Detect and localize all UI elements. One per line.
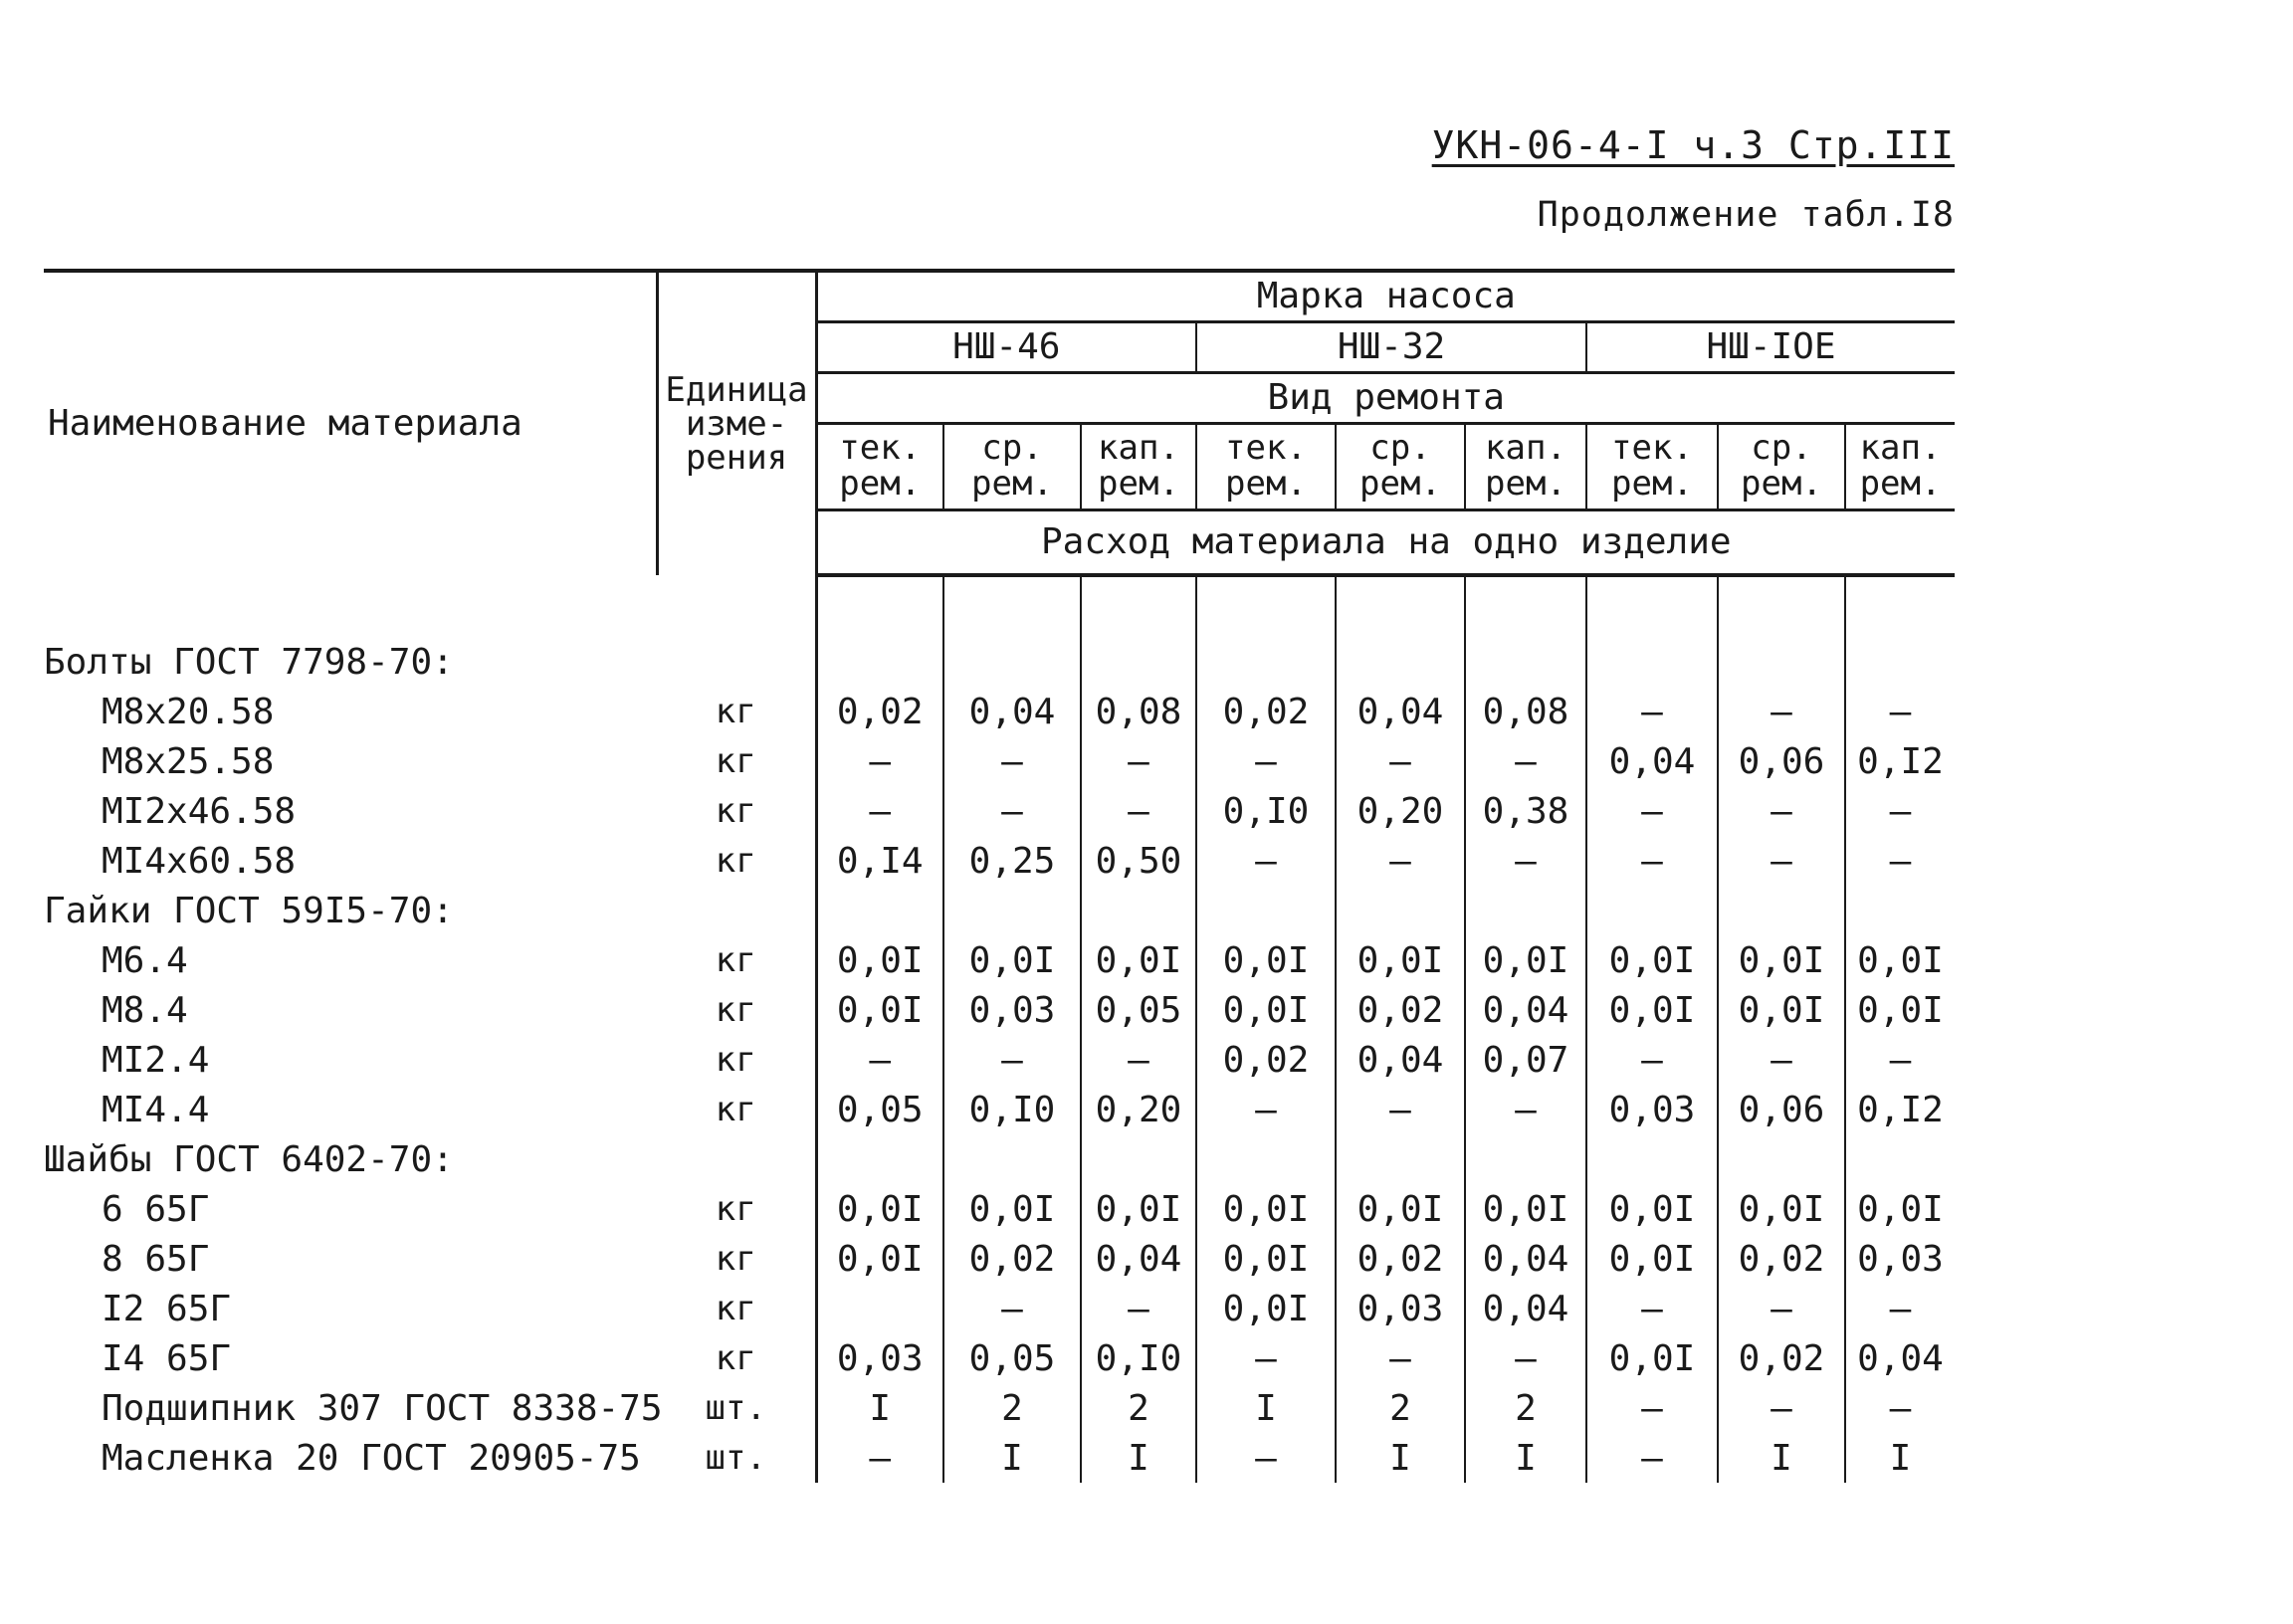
table-row xyxy=(44,1085,1955,1134)
value-cell: 0,03 xyxy=(1857,1238,1944,1280)
value-cell: – xyxy=(1586,1383,1718,1433)
value-cell: 0,0I xyxy=(1718,935,1845,985)
repair-type-line: рем. xyxy=(1611,464,1693,504)
repair-type-line: ср. xyxy=(1751,428,1812,469)
value-cell: – xyxy=(1889,1288,1912,1329)
repair-type-label xyxy=(1845,424,1955,510)
pump-brand-label: НШ-IOE xyxy=(1586,322,1955,373)
repair-type-label xyxy=(1196,424,1336,510)
value-cell xyxy=(1196,886,1336,935)
repair-type-line: кап. xyxy=(1485,428,1566,469)
value-cell: 0,0I xyxy=(1196,985,1336,1035)
repair-type-line: рем. xyxy=(1359,464,1441,504)
value-cell: 0,0I xyxy=(1081,935,1196,985)
repair-type-line: тек. xyxy=(839,428,922,469)
material-name: М8.4 xyxy=(102,989,188,1031)
value-cell: – xyxy=(1081,736,1196,786)
table-row xyxy=(44,786,1955,836)
value-cell xyxy=(1718,1134,1845,1184)
value-cell: – xyxy=(1196,1085,1336,1134)
value-cell xyxy=(1465,637,1586,687)
group-heading: Шайбы ГОСТ 6402-70: xyxy=(44,1138,454,1180)
value-cell: – xyxy=(1465,736,1586,786)
value-cell: 0,0I xyxy=(1336,1184,1465,1234)
value-cell: 0,0I xyxy=(1857,939,1944,981)
value-cell xyxy=(943,1134,1081,1184)
pump-brand-header: Марка насоса xyxy=(816,271,1955,322)
value-cell: 0,04 xyxy=(943,687,1081,736)
value-cell: I xyxy=(1889,1437,1912,1479)
value-cell: – xyxy=(1336,1333,1465,1383)
value-cell: 0,0I xyxy=(1196,1284,1336,1333)
repair-type-label xyxy=(1586,424,1718,510)
value-cell: 0,0I xyxy=(1586,1333,1718,1383)
document-reference: УКН-06-4-I ч.3 Стр.III xyxy=(1431,123,1955,167)
material-name: 6 65Г xyxy=(102,1188,210,1230)
table-row xyxy=(44,1234,1955,1284)
unit-cell: кг xyxy=(657,1284,816,1333)
value-cell: 0,0I xyxy=(816,1184,943,1234)
repair-type-line: тек. xyxy=(1225,428,1307,469)
value-cell: 0,I2 xyxy=(1857,740,1944,782)
value-cell: 0,20 xyxy=(1081,1085,1196,1134)
value-cell: 0,02 xyxy=(1336,1234,1465,1284)
value-cell: 2 xyxy=(943,1383,1081,1433)
unit-cell: кг xyxy=(657,1085,816,1134)
value-cell: – xyxy=(816,1433,943,1483)
value-cell: – xyxy=(943,1035,1081,1085)
repair-type-label xyxy=(1718,424,1845,510)
value-cell xyxy=(1586,886,1718,935)
value-cell: 0,50 xyxy=(1081,836,1196,886)
material-name: МI2.4 xyxy=(102,1039,210,1081)
pump-brand-label: НШ-46 xyxy=(816,322,1196,373)
group-heading: Болты ГОСТ 7798-70: xyxy=(44,641,454,683)
value-cell xyxy=(816,886,943,935)
value-cell xyxy=(1336,886,1465,935)
value-cell: I xyxy=(816,1383,943,1433)
value-cell: 0,0I xyxy=(1336,935,1465,985)
value-cell: 0,0I xyxy=(1081,1184,1196,1234)
value-cell xyxy=(1336,1134,1465,1184)
value-cell: – xyxy=(1889,1039,1912,1081)
repair-type-line: кап. xyxy=(1098,428,1179,469)
value-cell: 0,02 xyxy=(816,687,943,736)
repair-type-label xyxy=(1465,424,1586,510)
value-cell: – xyxy=(1196,1333,1336,1383)
material-name: М6.4 xyxy=(102,939,188,981)
repair-type-line: рем. xyxy=(839,464,922,504)
unit-cell: шт. xyxy=(657,1433,816,1483)
table-row xyxy=(44,1284,1955,1333)
value-cell: – xyxy=(1586,786,1718,836)
repair-type-line: рем. xyxy=(1859,464,1942,504)
value-cell: – xyxy=(1586,836,1718,886)
group-heading-row xyxy=(44,1134,1955,1184)
value-cell: 0,25 xyxy=(943,836,1081,886)
value-cell: – xyxy=(1718,786,1845,836)
value-cell xyxy=(1465,886,1586,935)
value-cell xyxy=(1081,1134,1196,1184)
value-cell xyxy=(1196,637,1336,687)
table-row xyxy=(44,687,1955,736)
value-cell: 0,04 xyxy=(1465,985,1586,1035)
value-cell: – xyxy=(1718,836,1845,886)
value-cell: 0,06 xyxy=(1718,1085,1845,1134)
value-cell: 0,03 xyxy=(943,985,1081,1035)
value-cell: 0,05 xyxy=(943,1333,1081,1383)
table-row xyxy=(44,836,1955,886)
value-cell: – xyxy=(1465,1085,1586,1134)
unit-cell: кг xyxy=(657,836,816,886)
unit-cell: кг xyxy=(657,736,816,786)
value-cell: – xyxy=(1586,1433,1718,1483)
value-cell: 0,05 xyxy=(1081,985,1196,1035)
value-cell: – xyxy=(816,736,943,786)
value-cell: – xyxy=(1586,1284,1718,1333)
value-cell: – xyxy=(1196,736,1336,786)
value-cell: 0,I2 xyxy=(1857,1089,1944,1130)
unit-cell xyxy=(657,637,816,687)
value-cell: 0,02 xyxy=(943,1234,1081,1284)
value-cell xyxy=(1465,1134,1586,1184)
repair-type-line: ср. xyxy=(1369,428,1431,469)
value-cell: – xyxy=(943,1284,1081,1333)
unit-cell: кг xyxy=(657,687,816,736)
value-cell: 0,06 xyxy=(1718,736,1845,786)
value-cell: 0,0I xyxy=(1465,1184,1586,1234)
value-cell: 0,I0 xyxy=(943,1085,1081,1134)
value-cell: – xyxy=(1586,687,1718,736)
value-cell: – xyxy=(816,1035,943,1085)
table-row xyxy=(44,1333,1955,1383)
repair-type-line: рем. xyxy=(1098,464,1179,504)
value-cell: 0,0I xyxy=(1718,985,1845,1035)
table-row xyxy=(44,985,1955,1035)
value-cell: – xyxy=(1081,1035,1196,1085)
value-cell xyxy=(1845,886,1955,935)
value-cell: 0,05 xyxy=(816,1085,943,1134)
value-cell: – xyxy=(1465,836,1586,886)
value-cell: 0,I0 xyxy=(1081,1333,1196,1383)
value-cell: 0,02 xyxy=(1718,1333,1845,1383)
repair-type-header: Вид ремонта xyxy=(816,373,1955,424)
repair-type-label xyxy=(1081,424,1196,510)
value-cell xyxy=(1586,637,1718,687)
repair-type-line: рем. xyxy=(1741,464,1822,504)
value-cell: – xyxy=(1196,836,1336,886)
value-cell: 2 xyxy=(1465,1383,1586,1433)
value-cell: 0,04 xyxy=(1465,1234,1586,1284)
value-cell: 0,0I xyxy=(943,1184,1081,1234)
value-cell: 0,07 xyxy=(1465,1035,1586,1085)
value-cell: – xyxy=(1586,1035,1718,1085)
value-cell: I xyxy=(1196,1383,1336,1433)
repair-type-line: рем. xyxy=(971,464,1053,504)
value-cell: 0,0I xyxy=(943,935,1081,985)
value-cell xyxy=(816,637,943,687)
repair-type-label xyxy=(816,424,943,510)
value-cell: I xyxy=(943,1433,1081,1483)
value-cell: 0,0I xyxy=(1196,1184,1336,1234)
value-cell: 0,0I xyxy=(816,1234,943,1284)
pump-brand-label: НШ-32 xyxy=(1196,322,1586,373)
value-cell: 0,0I xyxy=(1586,935,1718,985)
unit-cell xyxy=(657,1134,816,1184)
value-cell: 0,0I xyxy=(1718,1184,1845,1234)
value-cell xyxy=(1718,637,1845,687)
value-cell: 0,04 xyxy=(1336,687,1465,736)
value-cell: 2 xyxy=(1336,1383,1465,1433)
value-cell: – xyxy=(1465,1333,1586,1383)
material-name: МI2х46.58 xyxy=(102,790,297,832)
unit-cell: кг xyxy=(657,935,816,985)
value-cell: – xyxy=(1336,1085,1465,1134)
value-cell: 0,08 xyxy=(1081,687,1196,736)
value-cell: 2 xyxy=(1081,1383,1196,1433)
table-row xyxy=(44,1035,1955,1085)
repair-type-line: ср. xyxy=(981,428,1043,469)
unit-cell: кг xyxy=(657,1035,816,1085)
value-cell: 0,0I xyxy=(1586,1184,1718,1234)
material-name: М8х25.58 xyxy=(102,740,275,782)
value-cell: I xyxy=(1081,1433,1196,1483)
material-name: I4 65Г xyxy=(102,1337,232,1379)
value-cell: – xyxy=(943,786,1081,836)
value-cell: – xyxy=(1081,786,1196,836)
repair-type-line: рем. xyxy=(1225,464,1307,504)
value-cell: 0,08 xyxy=(1465,687,1586,736)
unit-cell: кг xyxy=(657,1333,816,1383)
value-cell: 0,0I xyxy=(816,935,943,985)
column-header-material: Наименование материала xyxy=(44,271,657,575)
group-heading: Гайки ГОСТ 59I5-70: xyxy=(44,890,454,931)
value-cell: – xyxy=(1718,687,1845,736)
value-cell: 0,03 xyxy=(1586,1085,1718,1134)
table-row xyxy=(44,1184,1955,1234)
value-cell: 0,03 xyxy=(1336,1284,1465,1333)
value-cell xyxy=(1081,886,1196,935)
value-cell: – xyxy=(1889,691,1912,732)
material-name: Масленка 20 ГОСТ 20905-75 xyxy=(102,1437,641,1479)
material-name: Подшипник 307 ГОСТ 8338-75 xyxy=(102,1387,663,1429)
value-cell: 0,I4 xyxy=(816,836,943,886)
value-cell: 0,0I xyxy=(1857,1188,1944,1230)
table-body xyxy=(44,575,1955,1483)
value-cell: 0,04 xyxy=(1586,736,1718,786)
value-cell: – xyxy=(1889,840,1912,882)
value-cell: 0,0I xyxy=(1857,989,1944,1031)
value-cell: 0,02 xyxy=(1196,1035,1336,1085)
repair-type-line: рем. xyxy=(1485,464,1566,504)
value-cell: 0,0I xyxy=(816,985,943,1035)
value-cell: 0,02 xyxy=(1196,687,1336,736)
repair-type-line: кап. xyxy=(1859,428,1942,469)
group-heading-row xyxy=(44,886,1955,935)
value-cell: – xyxy=(1889,1387,1912,1429)
value-cell: 0,03 xyxy=(816,1333,943,1383)
value-cell: 0,I0 xyxy=(1196,786,1336,836)
table-caption: Продолжение табл.I8 xyxy=(1537,195,1955,235)
value-cell: 0,38 xyxy=(1465,786,1586,836)
value-cell xyxy=(943,886,1081,935)
value-cell xyxy=(1081,637,1196,687)
value-cell: – xyxy=(1196,1433,1336,1483)
value-cell: – xyxy=(1336,836,1465,886)
repair-type-label xyxy=(1336,424,1465,510)
value-cell xyxy=(1586,1134,1718,1184)
table-header xyxy=(44,271,1955,575)
value-cell: – xyxy=(1718,1035,1845,1085)
value-cell xyxy=(1196,1134,1336,1184)
value-cell: 0,0I xyxy=(1196,935,1336,985)
value-cell: 0,04 xyxy=(1465,1284,1586,1333)
value-cell: 0,0I xyxy=(1196,1234,1336,1284)
table-row xyxy=(44,1383,1955,1433)
value-cell: – xyxy=(1718,1284,1845,1333)
materials-table xyxy=(44,269,1955,1483)
value-cell xyxy=(816,1284,943,1333)
value-cell: – xyxy=(1336,736,1465,786)
unit-cell xyxy=(657,886,816,935)
repair-type-label xyxy=(943,424,1081,510)
value-cell: 0,04 xyxy=(1857,1337,1944,1379)
table-row xyxy=(44,1433,1955,1483)
material-name: М8х20.58 xyxy=(102,691,275,732)
value-cell: I xyxy=(1465,1433,1586,1483)
value-cell: – xyxy=(943,736,1081,786)
value-cell: – xyxy=(1718,1383,1845,1433)
unit-cell: кг xyxy=(657,985,816,1035)
value-cell: – xyxy=(1889,790,1912,832)
value-cell xyxy=(943,637,1081,687)
value-cell: 0,20 xyxy=(1336,786,1465,836)
value-cell: – xyxy=(816,786,943,836)
value-cell: – xyxy=(1081,1284,1196,1333)
column-header-unit: Единица изме-рения xyxy=(657,271,816,575)
repair-type-line: тек. xyxy=(1611,428,1693,469)
material-name: 8 65Г xyxy=(102,1238,210,1280)
value-cell: I xyxy=(1336,1433,1465,1483)
consumption-header: Расход материала на одно изделие xyxy=(816,510,1955,576)
value-cell: 0,04 xyxy=(1336,1035,1465,1085)
spacer-row xyxy=(44,575,1955,637)
unit-cell: кг xyxy=(657,786,816,836)
table-row xyxy=(44,736,1955,786)
value-cell: 0,0I xyxy=(1586,985,1718,1035)
material-name: I2 65Г xyxy=(102,1288,232,1329)
value-cell xyxy=(816,1134,943,1184)
value-cell: 0,0I xyxy=(1586,1234,1718,1284)
material-name: МI4.4 xyxy=(102,1089,210,1130)
value-cell: I xyxy=(1718,1433,1845,1483)
unit-cell: кг xyxy=(657,1184,816,1234)
value-cell: 0,02 xyxy=(1718,1234,1845,1284)
value-cell xyxy=(1718,886,1845,935)
unit-cell: шт. xyxy=(657,1383,816,1433)
value-cell xyxy=(1845,1134,1955,1184)
value-cell: 0,04 xyxy=(1081,1234,1196,1284)
material-name: МI4х60.58 xyxy=(102,840,297,882)
value-cell: 0,02 xyxy=(1336,985,1465,1035)
unit-cell: кг xyxy=(657,1234,816,1284)
value-cell xyxy=(1336,637,1465,687)
value-cell xyxy=(1845,637,1955,687)
value-cell: 0,0I xyxy=(1465,935,1586,985)
table-row xyxy=(44,935,1955,985)
group-heading-row xyxy=(44,637,1955,687)
